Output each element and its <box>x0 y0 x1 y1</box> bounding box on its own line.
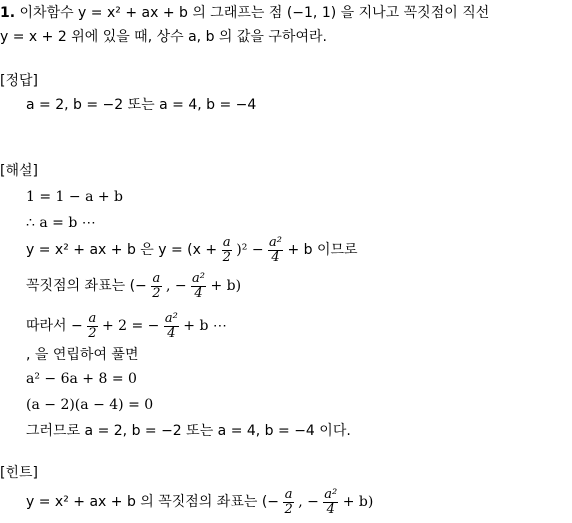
hint-fraction-2 <box>323 488 338 517</box>
solution-step-7-text: a² − 6a + 8 = 0 <box>26 371 137 387</box>
step-4-fraction-1 <box>151 272 161 301</box>
step-3-part-a: y = x² + ax + b 은 y = (x + <box>26 242 218 258</box>
hint-part-b: , − <box>298 494 319 510</box>
hint-header-text: [힌트] <box>0 465 38 481</box>
solution-step-6-text: , 을 연립하여 풀면 <box>26 347 139 363</box>
fraction-denominator: 2 <box>284 501 293 517</box>
problem-line-2 <box>0 28 327 46</box>
solution-step-5 <box>26 310 227 342</box>
solution-step-9-text: 그러므로 a = 2, b = −2 또는 a = 4, b = −4 이다. <box>26 423 351 439</box>
solution-step-2 <box>26 214 96 232</box>
answer-text <box>26 96 256 114</box>
fraction-numerator: a² <box>164 310 178 326</box>
step-4-fraction-2 <box>191 272 206 301</box>
hint-part-a: y = x² + ax + b 의 꼭짓점의 좌표는 (− <box>26 494 280 510</box>
solution-step-2-text: ∴ a = b ⋯ <box>26 215 96 231</box>
fraction-denominator: 4 <box>167 325 176 341</box>
answer-header-text: [정답] <box>0 73 38 89</box>
problem-text-1: 이차함수 y = x² + ax + b 의 그래프는 점 (−1, 1) 을 지나고 꼭짓점이 직선 <box>19 5 490 21</box>
step-5-fraction-2 <box>164 312 179 341</box>
fraction-denominator: 4 <box>326 501 335 517</box>
step-3-part-b: )² − <box>236 242 264 258</box>
hint-text <box>26 486 373 518</box>
fraction-numerator: a <box>152 270 161 286</box>
step-5-part-c: + b ⋯ <box>183 318 227 334</box>
hint-part-c: + b) <box>342 494 374 510</box>
step-5-fraction-1 <box>87 312 97 341</box>
problem-line-1 <box>0 4 489 22</box>
fraction-denominator: 4 <box>271 249 280 265</box>
solution-step-6 <box>26 346 138 364</box>
fraction-numerator: a² <box>192 270 206 286</box>
fraction-numerator: a <box>222 234 231 250</box>
hint-fraction-1 <box>283 488 293 517</box>
solution-step-7 <box>26 370 137 388</box>
step-4-part-c: + b) <box>210 278 242 294</box>
step-4-part-b: , − <box>165 278 187 294</box>
step-5-part-b: + 2 = − <box>101 318 160 334</box>
step-3-fraction-1 <box>222 236 232 265</box>
solution-step-1 <box>26 188 123 206</box>
fraction-denominator: 4 <box>194 285 203 301</box>
solution-step-9 <box>26 422 351 440</box>
step-3-fraction-2 <box>268 236 283 265</box>
step-4-part-a: 꼭짓점의 좌표는 (− <box>26 278 147 294</box>
answer-header <box>0 72 38 90</box>
fraction-denominator: 2 <box>88 325 97 341</box>
solution-step-1-text: 1 = 1 − a + b <box>26 189 124 205</box>
solution-header <box>0 162 38 180</box>
problem-text-2: y = x + 2 위에 있을 때, 상수 a, b 의 값을 구하여라. <box>0 29 327 45</box>
solution-step-3 <box>26 234 358 266</box>
solution-step-8 <box>26 396 153 414</box>
fraction-denominator: 2 <box>152 285 161 301</box>
problem-number: 1. <box>0 5 16 21</box>
fraction-numerator: a² <box>324 486 338 502</box>
solution-step-8-text: (a − 2)(a − 4) = 0 <box>26 397 154 413</box>
fraction-numerator: a <box>284 486 293 502</box>
fraction-numerator: a <box>88 310 97 326</box>
answer-value: a = 2, b = −2 또는 a = 4, b = −4 <box>26 97 257 113</box>
fraction-denominator: 2 <box>222 249 231 265</box>
hint-header <box>0 464 38 482</box>
fraction-numerator: a² <box>269 234 282 250</box>
solution-step-4 <box>26 270 241 302</box>
step-3-part-c: + b 이므로 <box>287 242 358 258</box>
step-5-part-a: 따라서 − <box>26 318 83 334</box>
solution-header-text: [해설] <box>0 163 38 179</box>
